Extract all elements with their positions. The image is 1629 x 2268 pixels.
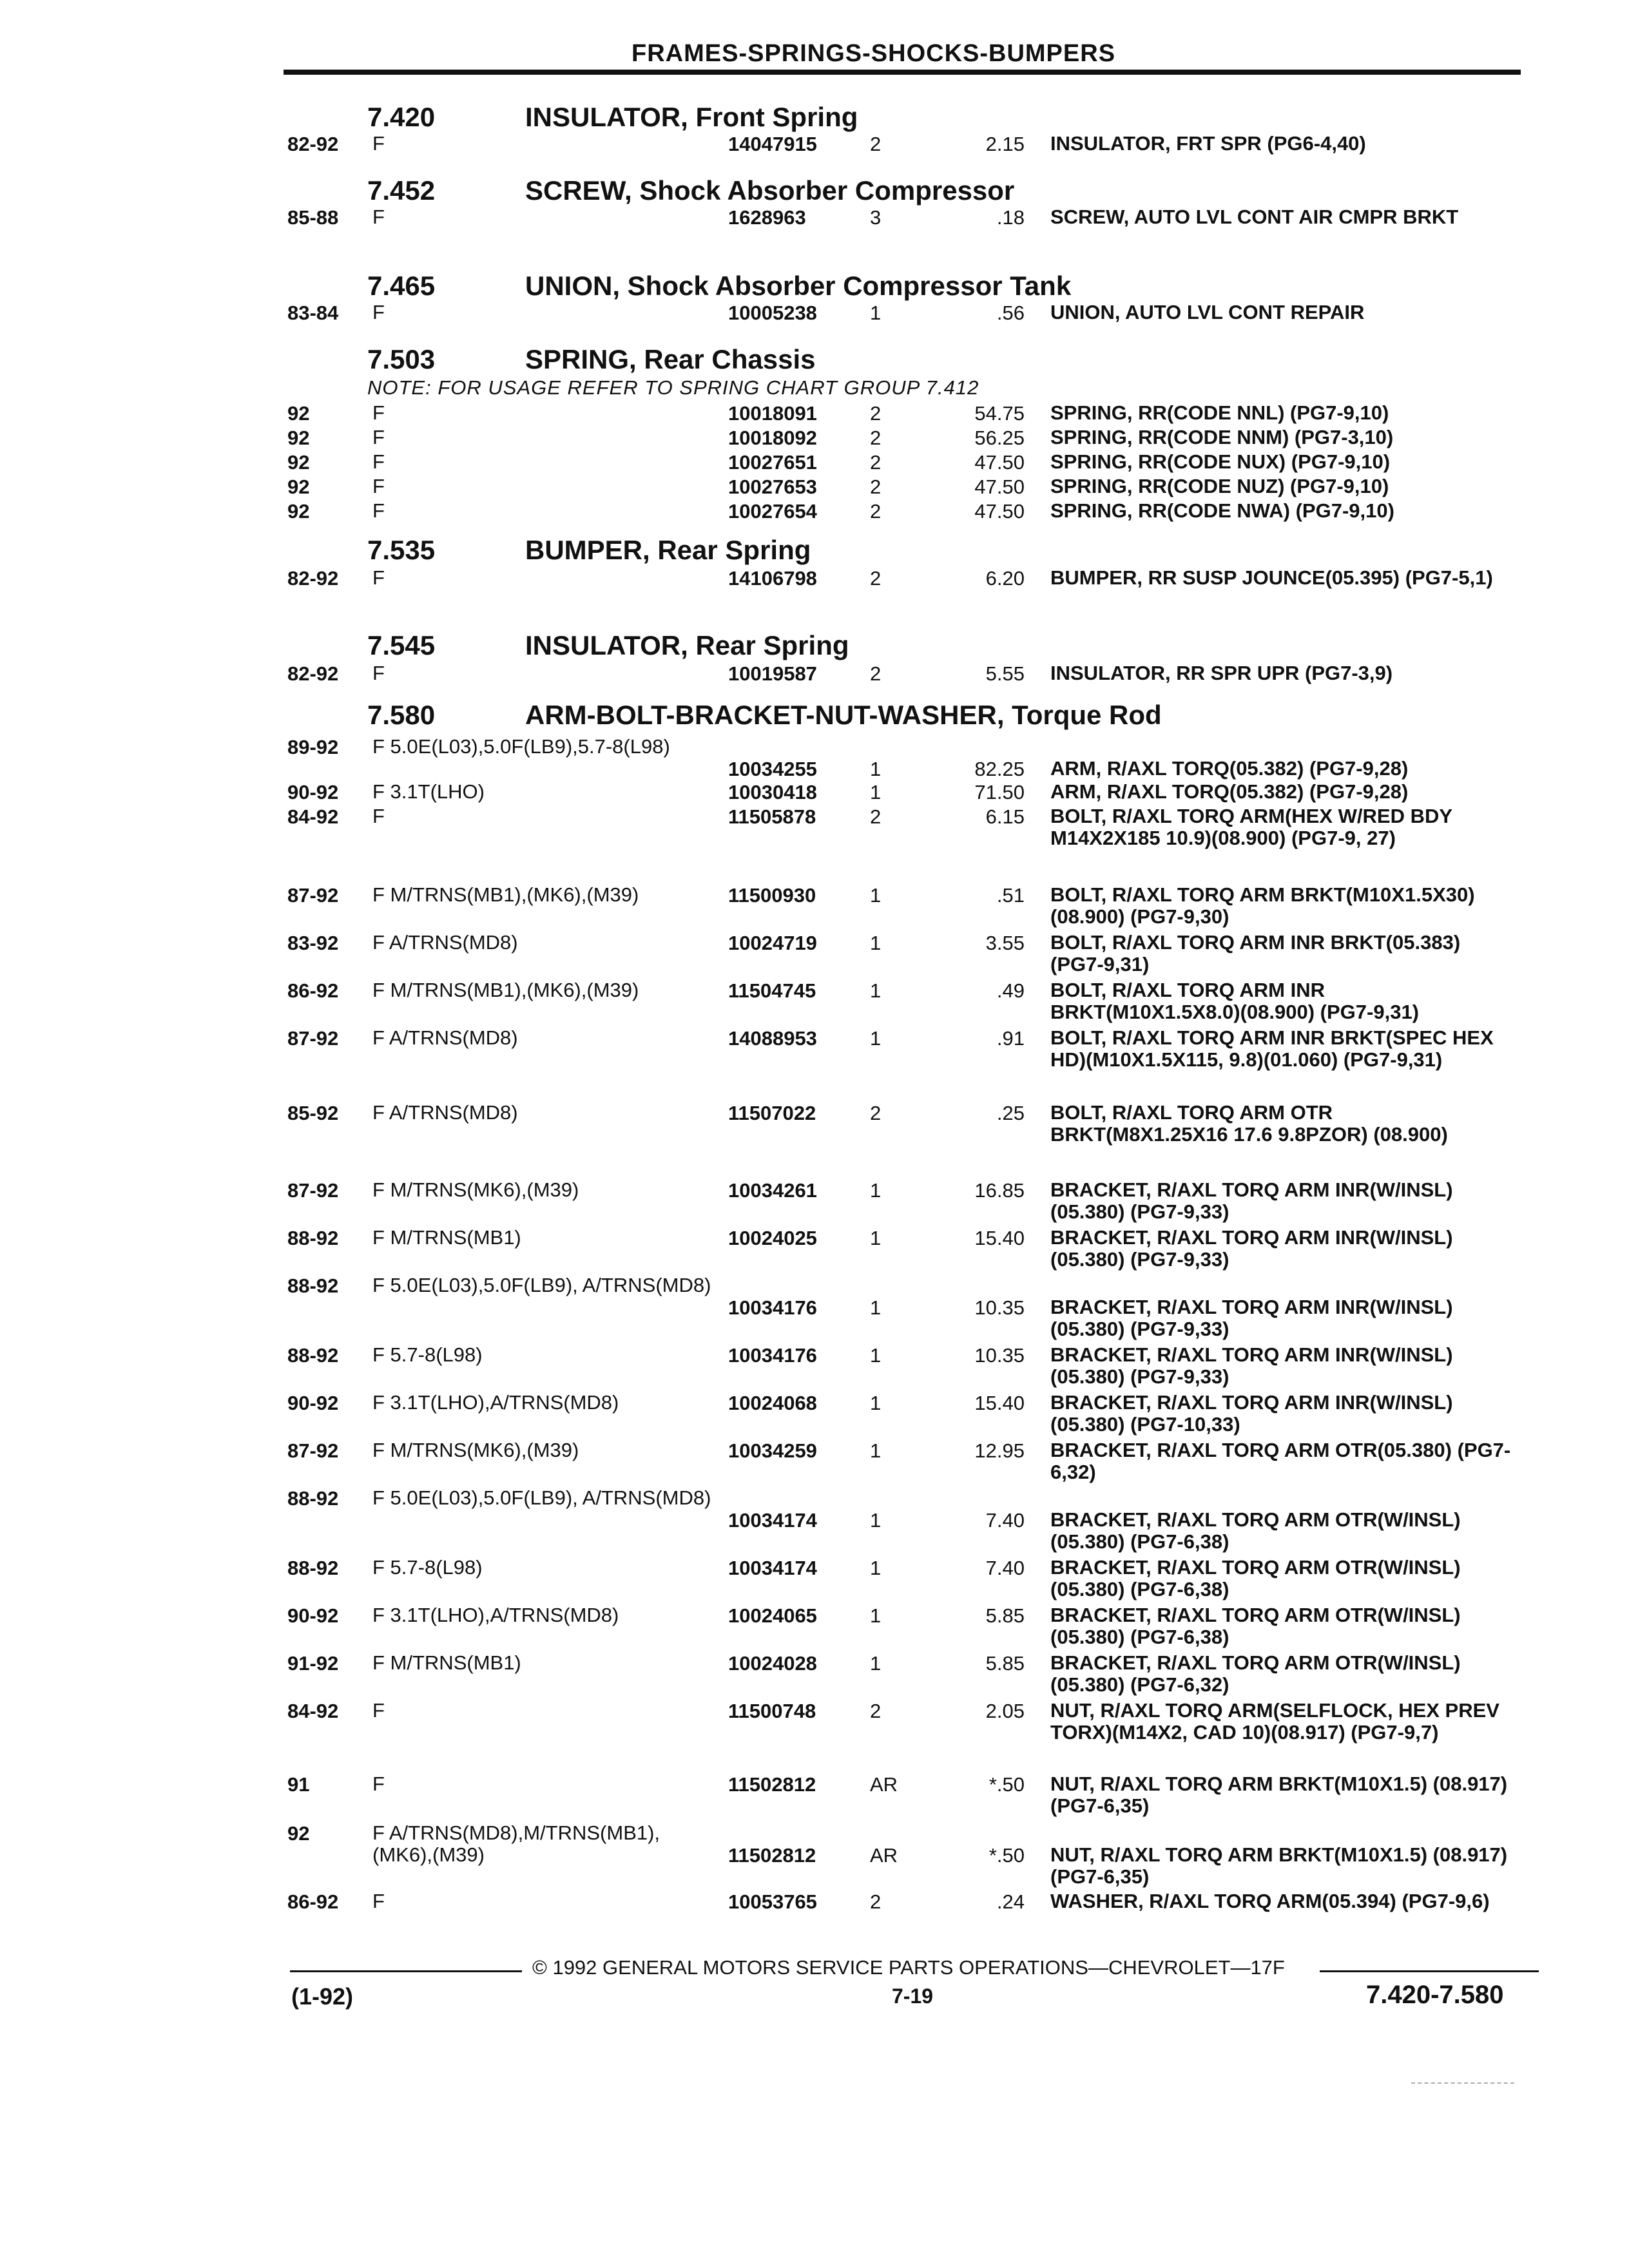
quantity: 2 xyxy=(870,427,882,449)
part-number: 10034261 xyxy=(728,1179,817,1202)
part-number: 10019587 xyxy=(728,662,817,685)
price: 15.40 xyxy=(974,1392,1025,1414)
parts-row xyxy=(0,1486,1629,1553)
parts-row xyxy=(0,883,1629,928)
part-number: 11502812 xyxy=(728,1844,816,1867)
quantity: 2 xyxy=(870,133,882,155)
quantity: 1 xyxy=(870,979,882,1002)
catalog-description: ARM, R/AXL TORQ(05.382) (PG7-9,28) xyxy=(1050,757,1409,780)
part-number: 14106798 xyxy=(728,567,817,590)
catalog-description: NUT, R/AXL TORQ ARM BRKT(M10X1.5) (08.917) (PG7-6,35) xyxy=(1050,1773,1508,1817)
usage-description: F A/TRNS(MD8) xyxy=(372,931,518,954)
part-number: 11504745 xyxy=(728,979,816,1002)
price: 6.15 xyxy=(985,805,1025,828)
model-years: 88-92 xyxy=(287,1487,339,1510)
model-years: 92 xyxy=(287,476,310,498)
scan-mark xyxy=(1411,2082,1514,2084)
group-name: INSULATOR, Rear Spring xyxy=(525,630,849,660)
parts-row xyxy=(0,1439,1629,1483)
model-years: 82-92 xyxy=(287,662,339,685)
catalog-description: INSULATOR, FRT SPR (PG6-4,40) xyxy=(1050,132,1366,155)
part-number: 10034176 xyxy=(728,1296,817,1319)
usage-description: F xyxy=(372,401,385,424)
part-number: 11500930 xyxy=(728,884,816,907)
quantity: 2 xyxy=(870,451,882,474)
parts-row xyxy=(0,1699,1629,1744)
parts-row xyxy=(0,1821,1629,1888)
group-name: BUMPER, Rear Spring xyxy=(525,535,811,565)
model-years: 88-92 xyxy=(287,1227,339,1249)
part-number: 10034176 xyxy=(728,1344,817,1367)
part-number: 10005238 xyxy=(728,302,817,324)
quantity: 1 xyxy=(870,1392,882,1414)
price: .25 xyxy=(996,1102,1025,1124)
part-number: 10024065 xyxy=(728,1604,817,1627)
part-number: 10034255 xyxy=(728,758,817,780)
parts-row xyxy=(0,1773,1629,1817)
catalog-description: NUT, R/AXL TORQ ARM BRKT(M10X1.5) (08.917) (PG7-6,35) xyxy=(1050,1843,1508,1888)
part-number: 10030418 xyxy=(728,781,817,803)
quantity: 2 xyxy=(870,1700,882,1722)
price: 12.95 xyxy=(974,1439,1025,1462)
catalog-description: SPRING, RR(CODE NUX) (PG7-9,10) xyxy=(1050,450,1391,473)
quantity: 1 xyxy=(870,1652,882,1675)
title-rule xyxy=(284,70,1521,75)
price: 5.85 xyxy=(985,1652,1025,1675)
part-number: 10024028 xyxy=(728,1652,817,1675)
part-number: 11500748 xyxy=(728,1700,816,1722)
usage-description: F xyxy=(372,450,385,473)
price: .51 xyxy=(996,884,1025,907)
catalog-description: BRACKET, R/AXL TORQ ARM INR(W/INSL)(05.380) (PG7-9,33) xyxy=(1050,1178,1453,1223)
parts-row xyxy=(0,979,1629,1023)
model-years: 91 xyxy=(287,1773,310,1796)
part-number: 1628963 xyxy=(728,206,806,229)
quantity: 1 xyxy=(870,932,882,954)
price: 10.35 xyxy=(974,1344,1025,1367)
part-number: 10024068 xyxy=(728,1392,817,1414)
parts-row xyxy=(0,402,1629,428)
usage-note: NOTE: FOR USAGE REFER TO SPRING CHART GROUP 7.412 xyxy=(367,376,979,399)
model-years: 87-92 xyxy=(287,884,339,907)
parts-row xyxy=(0,1026,1629,1071)
page-title: FRAMES-SPRINGS-SHOCKS-BUMPERS xyxy=(631,40,1116,67)
price: .18 xyxy=(996,206,1025,229)
catalog-description: BRACKET, R/AXL TORQ ARM OTR(05.380) (PG7-6,32) xyxy=(1050,1439,1511,1483)
model-years: 84-92 xyxy=(287,805,339,828)
price: .91 xyxy=(996,1027,1025,1050)
edition-date: (1-92) xyxy=(291,1983,354,2010)
price: 2.15 xyxy=(985,133,1025,155)
parts-row xyxy=(0,1226,1629,1271)
catalog-description: SPRING, RR(CODE NUZ) (PG7-9,10) xyxy=(1050,475,1389,497)
price: 2.05 xyxy=(985,1700,1025,1722)
price: 7.40 xyxy=(985,1557,1025,1579)
quantity: AR xyxy=(870,1844,898,1867)
model-years: 86-92 xyxy=(287,1890,339,1913)
part-number: 10024025 xyxy=(728,1227,817,1249)
price: 82.25 xyxy=(974,758,1025,780)
copyright-line: © 1992 GENERAL MOTORS SERVICE PARTS OPERATIONS—CHEVROLET—17F xyxy=(532,1956,1285,1979)
catalog-description: BRACKET, R/AXL TORQ ARM INR(W/INSL)(05.380) (PG7-9,33) xyxy=(1050,1226,1453,1271)
page-number: 7-19 xyxy=(892,1984,934,2008)
catalog-description: BRACKET, R/AXL TORQ ARM INR(W/INSL)(05.380) (PG7-9,33) xyxy=(1050,1343,1453,1388)
price: 16.85 xyxy=(974,1179,1025,1202)
catalog-description: INSULATOR, RR SPR UPR (PG7-3,9) xyxy=(1050,662,1393,684)
group-name: INSULATOR, Front Spring xyxy=(525,102,858,132)
usage-description: F xyxy=(372,499,385,522)
usage-description: F 5.0E(L03),5.0F(LB9),5.7-8(L98) xyxy=(372,735,670,758)
quantity: 1 xyxy=(870,1344,882,1367)
quantity: 1 xyxy=(870,1604,882,1627)
parts-row xyxy=(0,1604,1629,1648)
quantity: 2 xyxy=(870,662,882,685)
usage-description: F 5.7-8(L98) xyxy=(372,1556,483,1579)
part-number: 10018092 xyxy=(728,427,817,449)
quantity: 1 xyxy=(870,1027,882,1050)
usage-description: F 3.1T(LHO),A/TRNS(MD8) xyxy=(372,1391,619,1414)
quantity: 2 xyxy=(870,476,882,498)
model-years: 86-92 xyxy=(287,979,339,1002)
price: 71.50 xyxy=(974,781,1025,803)
group-number: 7.452 xyxy=(367,175,436,206)
part-number: 10034174 xyxy=(728,1557,817,1579)
group-name: ARM-BOLT-BRACKET-NUT-WASHER, Torque Rod xyxy=(525,700,1162,730)
quantity: 2 xyxy=(870,805,882,828)
parts-row xyxy=(0,1890,1629,1916)
model-years: 91-92 xyxy=(287,1652,339,1675)
part-number: 10027651 xyxy=(728,451,817,474)
quantity: 1 xyxy=(870,781,882,803)
quantity: 2 xyxy=(870,1890,882,1913)
usage-description: F xyxy=(372,475,385,497)
model-years: 92 xyxy=(287,402,310,425)
price: *.50 xyxy=(988,1844,1025,1867)
catalog-description: BRACKET, R/AXL TORQ ARM INR(W/INSL)(05.380) (PG7-9,33) xyxy=(1050,1296,1453,1340)
catalog-description: NUT, R/AXL TORQ ARM(SELFLOCK, HEX PREV TORX)(M14X2, CAD 10)(08.917) (PG7-9,7) xyxy=(1050,1699,1499,1744)
catalog-description: ARM, R/AXL TORQ(05.382) (PG7-9,28) xyxy=(1050,780,1409,803)
model-years: 82-92 xyxy=(287,133,339,155)
usage-description: F xyxy=(372,206,385,228)
quantity: 2 xyxy=(870,1102,882,1124)
model-years: 87-92 xyxy=(287,1439,339,1462)
usage-description: F M/TRNS(MB1),(MK6),(M39) xyxy=(372,979,639,1001)
price: 15.40 xyxy=(974,1227,1025,1249)
parts-row xyxy=(0,1101,1629,1146)
price: 3.55 xyxy=(985,932,1025,954)
price: 7.40 xyxy=(985,1509,1025,1532)
usage-description: F xyxy=(372,662,385,684)
model-years: 87-92 xyxy=(287,1027,339,1050)
usage-description: F xyxy=(372,426,385,448)
group-range: 7.420-7.580 xyxy=(1366,1981,1504,2009)
quantity: AR xyxy=(870,1773,898,1796)
price: 54.75 xyxy=(974,402,1025,425)
price: 6.20 xyxy=(985,567,1025,590)
catalog-description: UNION, AUTO LVL CONT REPAIR xyxy=(1050,301,1365,323)
catalog-description: BOLT, R/AXL TORQ ARM(HEX W/RED BDY M14X2X185 10.9)(08.900) (PG7-9, 27) xyxy=(1050,805,1452,849)
part-number: 10024719 xyxy=(728,932,817,954)
catalog-description: BRACKET, R/AXL TORQ ARM INR(W/INSL)(05.380) (PG7-10,33) xyxy=(1050,1391,1453,1436)
model-years: 92 xyxy=(287,1822,310,1845)
model-years: 88-92 xyxy=(287,1557,339,1579)
part-number: 11507022 xyxy=(728,1102,816,1124)
parts-row xyxy=(0,206,1629,232)
part-number: 14088953 xyxy=(728,1027,817,1050)
parts-row xyxy=(0,662,1629,688)
footer-rule xyxy=(290,1970,522,1972)
price: 47.50 xyxy=(974,500,1025,523)
group-number: 7.580 xyxy=(367,700,436,730)
model-years: 85-88 xyxy=(287,206,339,229)
group-name: UNION, Shock Absorber Compressor Tank xyxy=(525,271,1072,301)
parts-row xyxy=(0,931,1629,975)
parts-row xyxy=(0,781,1629,807)
parts-row xyxy=(0,427,1629,452)
parts-row xyxy=(0,1343,1629,1388)
quantity: 1 xyxy=(870,1227,882,1249)
quantity: 1 xyxy=(870,1179,882,1202)
catalog-description: WASHER, R/AXL TORQ ARM(05.394) (PG7-9,6) xyxy=(1050,1890,1490,1912)
model-years: 92 xyxy=(287,451,310,474)
group-name: SPRING, Rear Chassis xyxy=(525,344,816,374)
footer-rule xyxy=(1320,1970,1539,1972)
price: 5.55 xyxy=(985,662,1025,685)
price: 5.85 xyxy=(985,1604,1025,1627)
usage-description: F 3.1T(LHO),A/TRNS(MD8) xyxy=(372,1604,619,1626)
model-years: 83-92 xyxy=(287,932,339,954)
catalog-description: SPRING, RR(CODE NNL) (PG7-9,10) xyxy=(1050,401,1389,424)
quantity: 1 xyxy=(870,1296,882,1319)
price: 10.35 xyxy=(974,1296,1025,1319)
model-years: 90-92 xyxy=(287,781,339,803)
part-number: 10027654 xyxy=(728,500,817,523)
usage-description: F 3.1T(LHO) xyxy=(372,780,485,803)
catalog-description: BRACKET, R/AXL TORQ ARM OTR(W/INSL)(05.380) (PG7-6,32) xyxy=(1050,1651,1461,1696)
usage-description: F A/TRNS(MD8),M/TRNS(MB1), (MK6),(M39) xyxy=(372,1821,660,1866)
parts-row xyxy=(0,302,1629,327)
quantity: 1 xyxy=(870,302,882,324)
usage-description: F xyxy=(372,1699,385,1722)
group-number: 7.545 xyxy=(367,630,436,660)
model-years: 90-92 xyxy=(287,1604,339,1627)
usage-description: F xyxy=(372,805,385,827)
price: *.50 xyxy=(988,1773,1025,1796)
parts-row xyxy=(0,1178,1629,1223)
quantity: 1 xyxy=(870,1557,882,1579)
quantity: 1 xyxy=(870,1509,882,1532)
catalog-description: BRACKET, R/AXL TORQ ARM OTR(W/INSL)(05.380) (PG7-6,38) xyxy=(1050,1604,1461,1648)
group-number: 7.420 xyxy=(367,102,436,132)
model-years: 92 xyxy=(287,500,310,523)
parts-row xyxy=(0,805,1629,849)
group-number: 7.535 xyxy=(367,535,436,565)
parts-row xyxy=(0,476,1629,501)
model-years: 84-92 xyxy=(287,1700,339,1722)
model-years: 87-92 xyxy=(287,1179,339,1202)
model-years: 89-92 xyxy=(287,736,339,758)
model-years: 92 xyxy=(287,427,310,449)
group-number: 7.503 xyxy=(367,344,436,374)
catalog-description: BOLT, R/AXL TORQ ARM BRKT(M10X1.5X30)(08.900) (PG7-9,30) xyxy=(1050,883,1475,928)
usage-description: F M/TRNS(MK6),(M39) xyxy=(372,1178,579,1201)
group-name: SCREW, Shock Absorber Compressor xyxy=(525,175,1015,206)
quantity: 2 xyxy=(870,402,882,425)
model-years: 88-92 xyxy=(287,1344,339,1367)
usage-description: F xyxy=(372,1890,385,1912)
part-number: 10027653 xyxy=(728,476,817,498)
quantity: 1 xyxy=(870,758,882,780)
usage-description: F M/TRNS(MK6),(M39) xyxy=(372,1439,579,1461)
group-number: 7.465 xyxy=(367,271,436,301)
parts-row xyxy=(0,1651,1629,1696)
part-number: 10018091 xyxy=(728,402,817,425)
parts-row xyxy=(0,1274,1629,1340)
quantity: 2 xyxy=(870,500,882,523)
price: .24 xyxy=(996,1890,1025,1913)
usage-description: F 5.0E(L03),5.0F(LB9), A/TRNS(MD8) xyxy=(372,1274,711,1296)
part-number: 11502812 xyxy=(728,1773,816,1796)
model-years: 82-92 xyxy=(287,567,339,590)
quantity: 2 xyxy=(870,567,882,590)
model-years: 88-92 xyxy=(287,1274,339,1297)
catalog-description: BRACKET, R/AXL TORQ ARM OTR(W/INSL)(05.380) (PG7-6,38) xyxy=(1050,1556,1461,1600)
quantity: 1 xyxy=(870,884,882,907)
catalog-description: BOLT, R/AXL TORQ ARM OTR BRKT(M8X1.25X16 17.6 9.8PZOR) (08.900) xyxy=(1050,1101,1448,1146)
quantity: 3 xyxy=(870,206,882,229)
parts-row xyxy=(0,1391,1629,1436)
usage-description: F 5.7-8(L98) xyxy=(372,1343,483,1366)
usage-description: F A/TRNS(MD8) xyxy=(372,1026,518,1049)
price: .49 xyxy=(996,979,1025,1002)
price: 47.50 xyxy=(974,476,1025,498)
usage-description: F xyxy=(372,1773,385,1795)
usage-description: F xyxy=(372,301,385,323)
parts-row xyxy=(0,1556,1629,1600)
usage-description: F A/TRNS(MD8) xyxy=(372,1101,518,1124)
price: 56.25 xyxy=(974,427,1025,449)
model-years: 85-92 xyxy=(287,1102,339,1124)
usage-description: F xyxy=(372,566,385,589)
catalog-description: SCREW, AUTO LVL CONT AIR CMPR BRKT xyxy=(1050,206,1459,228)
part-number: 10034259 xyxy=(728,1439,817,1462)
part-number: 10053765 xyxy=(728,1890,817,1913)
price: .56 xyxy=(996,302,1025,324)
parts-row xyxy=(0,735,1629,780)
catalog-description: BUMPER, RR SUSP JOUNCE(05.395) (PG7-5,1) xyxy=(1050,566,1493,589)
catalog-description: BOLT, R/AXL TORQ ARM INR BRKT(SPEC HEX HD)(M10X1.5X115, 9.8)(01.060) (PG7-9,31) xyxy=(1050,1026,1494,1071)
usage-description: F M/TRNS(MB1) xyxy=(372,1651,521,1674)
parts-row xyxy=(0,567,1629,593)
part-number: 10034174 xyxy=(728,1509,817,1532)
usage-description: F 5.0E(L03),5.0F(LB9), A/TRNS(MD8) xyxy=(372,1486,711,1509)
catalog-description: BOLT, R/AXL TORQ ARM INR BRKT(05.383) (PG7-9,31) xyxy=(1050,931,1461,975)
parts-row xyxy=(0,133,1629,159)
parts-row xyxy=(0,500,1629,526)
usage-description: F xyxy=(372,132,385,155)
usage-description: F M/TRNS(MB1) xyxy=(372,1226,521,1249)
catalog-description: SPRING, RR(CODE NWA) (PG7-9,10) xyxy=(1050,499,1394,522)
model-years: 90-92 xyxy=(287,1392,339,1414)
part-number: 11505878 xyxy=(728,805,816,828)
catalog-description: SPRING, RR(CODE NNM) (PG7-3,10) xyxy=(1050,426,1394,448)
part-number: 14047915 xyxy=(728,133,817,155)
catalog-description: BOLT, R/AXL TORQ ARM INR BRKT(M10X1.5X8.0)(08.900) (PG7-9,31) xyxy=(1050,979,1420,1023)
catalog-description: BRACKET, R/AXL TORQ ARM OTR(W/INSL)(05.380) (PG7-6,38) xyxy=(1050,1508,1461,1553)
model-years: 83-84 xyxy=(287,302,339,324)
quantity: 1 xyxy=(870,1439,882,1462)
parts-row xyxy=(0,451,1629,477)
price: 47.50 xyxy=(974,451,1025,474)
usage-description: F M/TRNS(MB1),(MK6),(M39) xyxy=(372,883,639,906)
